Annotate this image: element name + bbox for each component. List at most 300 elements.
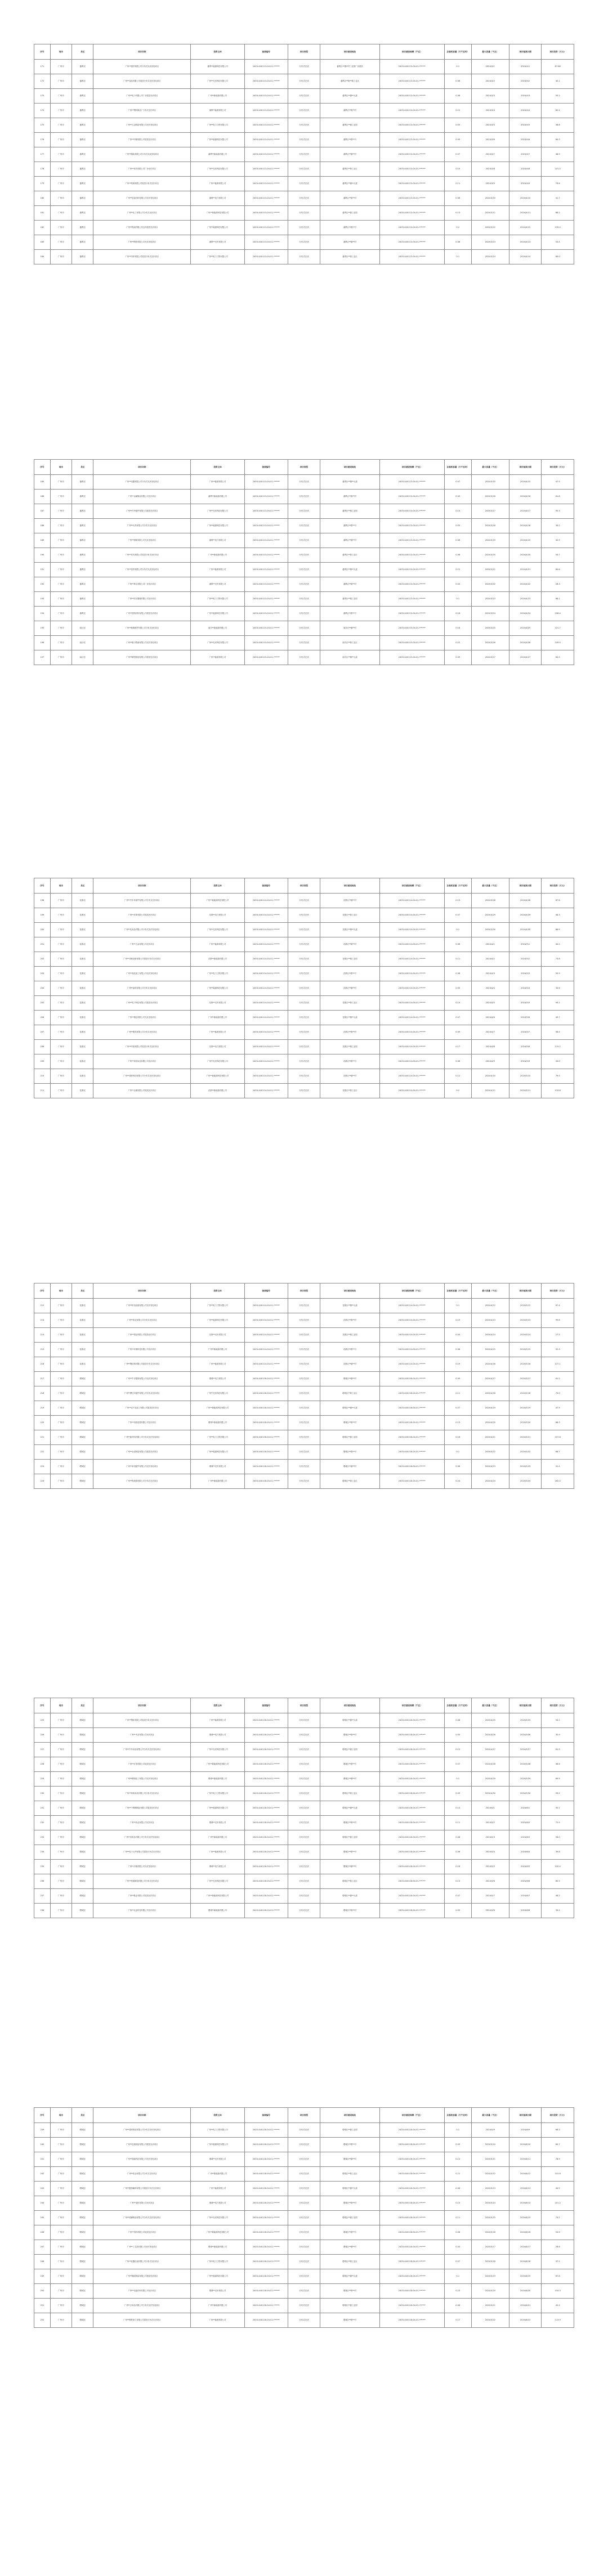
column-header: 项目投资（万元） [542,878,574,894]
table-cell: 番禺**新能源有限公司 [191,490,245,504]
table-cell: 2024/4/22 [471,1445,509,1460]
table-cell: 分布式光伏 [288,2240,320,2255]
table-cell: 2024/6/18 [509,2255,542,2269]
table-cell: 212 [34,1299,51,1313]
table-cell: 86.3 [542,1416,574,1430]
table-cell: 2403-440113-04-01-****** [379,60,444,74]
table-cell: 2403-440118-04-01-****** [379,2299,444,2313]
table-cell: 2403-440113-04-01-****** [379,147,444,162]
table-cell: 2024/6/11 [509,2152,542,2167]
table-cell: 分布式光伏 [288,1401,320,1416]
table-cell: 增城区**镇**村 [320,1372,379,1386]
table-cell: 南沙区 [72,621,93,636]
table-cell: 广州**港口物流有限公司光伏发电项目 [93,636,191,650]
table-row [34,1328,574,1343]
table-cell: 花都区 [72,1357,93,1372]
table-cell: 2024/5/13 [471,2182,509,2196]
table-cell: 分布式光伏 [288,1372,320,1386]
table-cell: 34.2 [542,519,574,533]
table-cell: 广州**五金有限公司光伏项目 [93,937,191,952]
column-header: 项目备案日期 [509,878,542,894]
table-cell: 南沙区**镇**大道 [320,650,379,665]
table-cell: 番禺区**街**村 [320,577,379,592]
table-cell: 0.16 [444,1430,471,1445]
table-row [34,2152,574,2167]
table-cell: 245 [34,2211,51,2225]
column-header: 最大容量（千瓦） [471,44,509,60]
table-cell: 花都区**街**村 [320,1313,379,1328]
table-cell: 分布式光伏 [288,967,320,981]
table-row [34,2196,574,2211]
table-cell: 花都区 [72,1328,93,1343]
table-cell: 2403-440118-04-01-****** [379,1889,444,1904]
table-cell: 240 [34,2138,51,2152]
table-cell: 分布式光伏 [288,221,320,235]
table-cell: 分布式光伏 [288,162,320,177]
table-cell: 广州**电力工程有限公司 [191,118,245,133]
column-header: 地市 [50,1698,71,1713]
table-cell: 2403-440118-04-01-****** [379,1460,444,1474]
table-cell: 39.8 [542,1845,574,1860]
table-cell: 番禺**电力有限公司 [191,191,245,206]
table-cell: 2024/5/7 [471,1889,509,1904]
table-cell: 2024/5/27 [509,1743,542,1757]
table-cell: 0.07 [444,147,471,162]
table-cell: 广州**纺织品有限公司分布式光伏发电项目 [93,1830,191,1845]
table-cell: 0.06 [444,2299,471,2313]
table-cell: 增城区**镇工业园 [320,1743,379,1757]
table-cell: 80.6 [542,563,574,577]
table-cell: 花都区**路**号 [320,1054,379,1069]
table-cell: 分布式光伏 [288,1313,320,1328]
table-cell: 2403-440118-04-01-****** [244,1787,288,1801]
table-row [34,235,574,250]
data-table [34,44,574,264]
table-cell: 68.7 [542,1445,574,1460]
table-cell: 广州市 [50,2211,71,2225]
table-cell: 2024/5/15 [509,1343,542,1357]
table-cell: 2403-440118-04-01-****** [379,2211,444,2225]
table-cell: 2024/4/6 [471,1011,509,1025]
table-cell: 2024/5/7 [509,1025,542,1040]
table-cell: 2403-440113-04-01-****** [244,250,288,264]
column-header: 地市 [50,460,71,475]
table-cell: 广州**机械制造有限公司分布式光伏项目 [93,1874,191,1889]
table-cell: 广州**冷链有限公司光伏发电项目 [93,1860,191,1874]
table-cell: 番禺区**路**号 [320,133,379,147]
table-cell: 93.7 [542,1801,574,1816]
table-cell: 2403-440114-04-01-****** [244,967,288,981]
table-cell: 广州**电力工程有限公司 [191,1787,245,1801]
column-header: 序号 [34,878,51,894]
table-cell: 49.7 [542,1011,574,1025]
table-cell: 2024/3/28 [471,894,509,908]
table-cell: 200 [34,923,51,937]
table-cell: 广州市 [50,1772,71,1787]
table-cell: 分布式光伏 [288,1743,320,1757]
table-cell: 分布式光伏 [288,118,320,133]
table-cell: 2403-440113-04-01-****** [379,250,444,264]
table-row [34,1084,574,1098]
table-row [34,1357,574,1372]
table-cell: 2403-440118-04-01-****** [244,1874,288,1889]
table-cell: 广州市 [50,636,71,650]
table-cell: 增城区 [72,2211,93,2225]
table-cell: 南沙区**街工业区 [320,636,379,650]
table-cell: 68.1 [542,592,574,607]
table-cell: 2403-440114-04-01-****** [244,952,288,967]
table-cell: 番禺区**镇**村 [320,235,379,250]
table-cell: 增城区 [72,1772,93,1787]
table-cell: 2024/3/5 [471,118,509,133]
table-cell: 192 [34,577,51,592]
table-cell: 2403-440113-04-01-****** [379,533,444,548]
table-cell: 177 [34,147,51,162]
table-page [34,878,574,1098]
table-cell: 0.07 [444,1011,471,1025]
table-cell: 87.6 [542,894,574,908]
table-cell: 广州**皮具有限公司屋顶分布式光伏项目 [93,548,191,563]
table-cell: 2403-440118-04-01-****** [244,2240,288,2255]
table-row [34,650,574,665]
table-cell: 分布式光伏 [288,2313,320,2328]
table-cell: 广州市 [50,592,71,607]
table-row [34,636,574,650]
table-cell: 0.09 [444,1372,471,1386]
table-cell: 2403-440118-04-01-****** [244,2182,288,2196]
table-cell: 202 [34,952,51,967]
table-cell: 55.9 [542,967,574,981]
table-cell: 2403-440118-04-01-****** [379,1860,444,1874]
table-cell: 分布式光伏 [288,908,320,923]
table-cell: 73.8 [542,952,574,967]
table-cell: 2024/4/27 [471,1743,509,1757]
table-cell: 广州**汽车零部件有限公司分布式光伏项目 [93,894,191,908]
table-cell: 番禺区**镇**大道 [320,177,379,191]
table-cell: 广州**食品加工有限公司光伏发电项目 [93,967,191,981]
table-cell: 2024/6/4 [509,1845,542,1860]
table-cell: 广州市 [50,1372,71,1386]
table-cell: 广州市 [50,1787,71,1801]
table-cell: 广州**不锈钢制品有限公司屋顶光伏项目 [93,1801,191,1816]
table-cell: 81.3 [542,1743,574,1757]
table-cell: 2024/5/12 [509,1299,542,1313]
table-cell: 增城**光伏有限公司 [191,2152,245,2167]
table-cell: 广州市 [50,1460,71,1474]
table-cell: 分布式光伏 [288,2152,320,2167]
table-cell: 广州市 [50,2196,71,2211]
table-cell: 广州市 [50,996,71,1011]
table-cell: 2403-440113-04-01-****** [379,206,444,221]
table-cell: 分布式光伏 [288,996,320,1011]
table-cell: 分布式光伏 [288,923,320,937]
data-table [34,459,574,665]
table-cell: 广州**新能源科技有限公司 [191,894,245,908]
column-header: 总装机容量（万千瓦时） [444,878,471,894]
table-cell: 广州**钢材加工有限公司屋顶分布式光伏项目 [93,2313,191,2328]
table-cell: 分布式光伏 [288,206,320,221]
table-cell: 2024/3/8 [471,162,509,177]
table-cell: 广州**仪器仪表有限公司分布式光伏项目 [93,2255,191,2269]
table-cell: 增城区**镇**村 [320,1860,379,1874]
table-row [34,548,574,563]
table-cell: 广州市 [50,563,71,577]
table-cell: 184 [34,250,51,264]
table-cell: 2024/5/19 [509,1401,542,1416]
table-cell: 2403-440118-04-01-****** [379,2269,444,2284]
table-cell: 2024/3/2 [471,74,509,89]
table-cell: 67.86 [542,60,574,74]
table-cell: 番禺区**街**村 [320,104,379,118]
table-cell: 广州**牛仔服饰有限公司光伏发电项目 [93,1372,191,1386]
table-cell: 2403-440113-04-01-****** [379,577,444,592]
table-cell: 2024/5/1 [471,1801,509,1816]
table-cell: 广州**新能源有限公司 [191,548,245,563]
table-cell: 2024/4/13 [509,235,542,250]
table-page [34,1698,574,1918]
table-cell: 0.06 [444,2182,471,2196]
table-cell: 广州市 [50,533,71,548]
table-cell: 广州**五金制品有限公司光伏发电项目 [93,118,191,133]
table-cell: 增城区 [72,2167,93,2182]
table-cell: 0.08 [444,1713,471,1728]
table-cell: 188 [34,519,51,533]
table-cell: 2403-440118-04-01-****** [379,2284,444,2299]
table-cell: 2403-440118-04-01-****** [379,2225,444,2240]
table-cell: 2024/6/1 [509,1801,542,1816]
table-cell: 2403-440113-04-01-****** [379,118,444,133]
table-row [34,221,574,235]
table-cell: 2403-440115-04-01-****** [379,650,444,665]
column-header: 项目类型 [288,44,320,60]
table-cell: 增城区**街工业区 [320,1386,379,1401]
table-cell: 2024/5/17 [509,1372,542,1386]
table-cell: 2403-440118-04-01-****** [244,1845,288,1860]
table-cell: 广州**工艺品有限公司光伏发电项目 [93,2240,191,2255]
table-cell: 2024/3/1 [471,60,509,74]
table-cell: 0.04 [444,577,471,592]
table-cell: 广州市 [50,1474,71,1489]
table-cell: 花都区**镇工业园 [320,952,379,967]
table-cell: 0.05 [444,519,471,533]
table-cell: 2403-440115-04-01-****** [244,650,288,665]
table-row [34,1845,574,1860]
table-cell: 190 [34,548,51,563]
table-cell: 2024/4/2 [471,952,509,967]
table-row [34,1054,574,1069]
table-cell: 2024/5/17 [471,2240,509,2255]
table-cell: 增城区**路**号 [320,2313,379,2328]
table-cell: 101.5 [542,162,574,177]
table-cell: 广州**医疗器械有限公司光伏项目 [93,592,191,607]
table-cell: 广州市 [50,2182,71,2196]
table-cell: 分布式光伏 [288,1343,320,1357]
table-cell: 分布式光伏 [288,2225,320,2240]
table-cell: 花都区 [72,996,93,1011]
table-cell: 增城**电力有限公司 [191,1728,245,1743]
table-cell: 2403-440118-04-01-****** [379,1743,444,1757]
table-cell: 广州**电子元件有限公司屋顶分布式光伏项目 [93,1845,191,1860]
table-cell: 2403-440114-04-01-****** [244,1011,288,1025]
table-cell: 广州**仓储有限公司屋顶光伏项目 [93,1084,191,1098]
table-cell: 2403-440118-04-01-****** [244,2138,288,2152]
table-cell: 番禺区**路**号 [320,607,379,621]
table-cell: 2403-440113-04-01-****** [379,221,444,235]
table-cell: 2024/5/21 [471,2299,509,2313]
table-cell: 增城区 [72,1757,93,1772]
table-cell: 2403-440118-04-01-****** [379,2123,444,2138]
table-cell: 广州**电器有限公司分布式光伏发电项目 [93,475,191,490]
table-cell: 228 [34,1757,51,1772]
table-cell: 0.09 [444,1025,471,1040]
table-cell: 花都区**镇**村 [320,894,379,908]
table-cell: 广州**能源有限公司 [191,475,245,490]
table-cell: 2403-440114-04-01-****** [379,1040,444,1054]
table-cell: 广州市 [50,504,71,519]
table-cell: 0.06 [444,533,471,548]
table-row [34,1460,574,1474]
table-cell: 2024/4/19 [509,533,542,548]
table-cell: 2403-440114-04-01-****** [379,967,444,981]
table-cell: 增城区**街工业区 [320,1787,379,1801]
table-cell: 201 [34,937,51,952]
table-row [34,60,574,74]
table-cell: 广州市 [50,1313,71,1328]
table-cell: 番禺区 [72,533,93,548]
column-header: 项目投资（万元） [542,460,574,475]
table-cell: 2024/4/14 [509,250,542,264]
table-cell: 分布式光伏 [288,1386,320,1401]
table-cell: 2403-440118-04-01-****** [379,2255,444,2269]
table-cell: 分布式光伏 [288,2284,320,2299]
table-cell: 花都区**镇工业园 [320,1040,379,1054]
table-cell: 0.1 [444,1445,471,1460]
table-cell: 2024/4/21 [509,563,542,577]
table-cell: 55.2 [542,89,574,104]
column-header: 县区 [72,1283,93,1299]
column-header: 县区 [72,1698,93,1713]
column-header: 项目投资（万元） [542,44,574,60]
table-cell: 61.8 [542,490,574,504]
table-cell: 2024/4/7 [471,1025,509,1040]
table-cell: 广州**光伏科技有限公司 [191,2211,245,2225]
table-cell: 250 [34,2284,51,2299]
table-cell: 增城区**路**号 [320,2225,379,2240]
table-cell: 广州**电力工程有限公司 [191,967,245,981]
table-cell: 2024/4/13 [471,1313,509,1328]
table-cell: 0.11 [444,952,471,967]
table-cell: 2024/5/24 [509,1474,542,1489]
table-cell: 广州**铝业有限公司分布式光伏项目 [93,2167,191,2182]
table-cell: 2403-440114-04-01-****** [244,1299,288,1313]
table-cell: 增城**新能源有限公司 [191,1772,245,1787]
table-cell: 广州市 [50,1904,71,1918]
table-cell: 广州**箱包有限公司光伏发电项目 [93,1011,191,1025]
table-cell: 广州**光伏科技有限公司 [191,636,245,650]
table-cell: 花都区**镇**大道 [320,1299,379,1313]
header-row [34,44,574,60]
header-row [34,1698,574,1713]
table-cell: 2403-440114-04-01-****** [379,996,444,1011]
table-cell: 2403-440118-04-01-****** [244,1713,288,1728]
table-cell: 分布式光伏 [288,1801,320,1816]
table-cell: 47.5 [542,475,574,490]
table-cell: 2403-440113-04-01-****** [379,104,444,118]
table-cell: 2403-440113-04-01-****** [244,607,288,621]
data-table [34,1283,574,1489]
table-cell: 分布式光伏 [288,2123,320,2138]
table-cell: 45.1 [542,74,574,89]
table-cell: 广州市 [50,118,71,133]
table-cell: 广州**玩具有限公司分布式光伏项目 [93,519,191,533]
table-cell: 69.9 [542,1772,574,1787]
table-cell: 广州**能源科技有限公司 [191,1801,245,1816]
table-cell: 增城区 [72,2313,93,2328]
table-cell: 花都区**街**村 [320,1025,379,1040]
table-cell: 0.1 [444,1299,471,1313]
table-cell: 广州市 [50,2152,71,2167]
table-cell: 0.12 [444,104,471,118]
table-cell: 花都区**路**号 [320,967,379,981]
table-cell: 2403-440118-04-01-****** [244,2123,288,2138]
table-cell: 增城区**路**号 [320,2138,379,2152]
table-cell: 广州**能源有限公司 [191,1845,245,1860]
table-cell: 2403-440118-04-01-****** [244,2313,288,2328]
column-header: 项目建设规模（千瓦） [379,1283,444,1299]
table-cell: 162.0 [542,1474,574,1489]
table-cell: 2403-440114-04-01-****** [244,1054,288,1069]
data-table [34,878,574,1098]
table-cell: 花都**光伏有限公司 [191,1328,245,1343]
table-cell: 2403-440118-04-01-****** [244,1801,288,1816]
table-cell: 235 [34,1860,51,1874]
table-cell: 广州市 [50,104,71,118]
table-cell: 番禺区 [72,89,93,104]
table-cell: 花都区 [72,1069,93,1084]
table-cell: 2403-440118-04-01-****** [244,1757,288,1772]
table-cell: 0.11 [444,177,471,191]
table-cell: 番禺区**镇工业园 [320,118,379,133]
table-cell: 广州**能源科技有限公司 [191,133,245,147]
table-cell: 226 [34,1728,51,1743]
table-cell: 分布式光伏 [288,1830,320,1845]
table-cell: 2403-440113-04-01-****** [379,475,444,490]
table-cell: 2403-440118-04-01-****** [379,1874,444,1889]
table-cell: 番禺区**镇**大道 [320,89,379,104]
table-row [34,2182,574,2196]
table-cell: 分布式光伏 [288,2255,320,2269]
table-cell: 2024/5/18 [471,2255,509,2269]
table-cell: 204 [34,981,51,996]
table-row [34,1343,574,1357]
table-cell: 0.24 [444,1474,471,1489]
table-cell: 广州**新能源有限公司 [191,2167,245,2182]
table-cell: 0.08 [444,1830,471,1845]
table-cell: 番禺区**镇工业园 [320,504,379,519]
column-header: 项目建设地址 [320,1283,379,1299]
table-cell: 分布式光伏 [288,533,320,548]
table-cell: 番禺区**路**号 [320,221,379,235]
table-cell: 69.0 [542,250,574,264]
table-cell: 2403-440118-04-01-****** [244,2284,288,2299]
table-cell: 2403-440113-04-01-****** [379,191,444,206]
table-cell: 增城区**街工业区 [320,1474,379,1489]
table-cell: 2024/5/16 [471,2225,509,2240]
table-cell: 番禺区 [72,519,93,533]
table-cell: 广州市 [50,2255,71,2269]
table-cell: 0.11 [444,1386,471,1401]
column-header: 县区 [72,878,93,894]
